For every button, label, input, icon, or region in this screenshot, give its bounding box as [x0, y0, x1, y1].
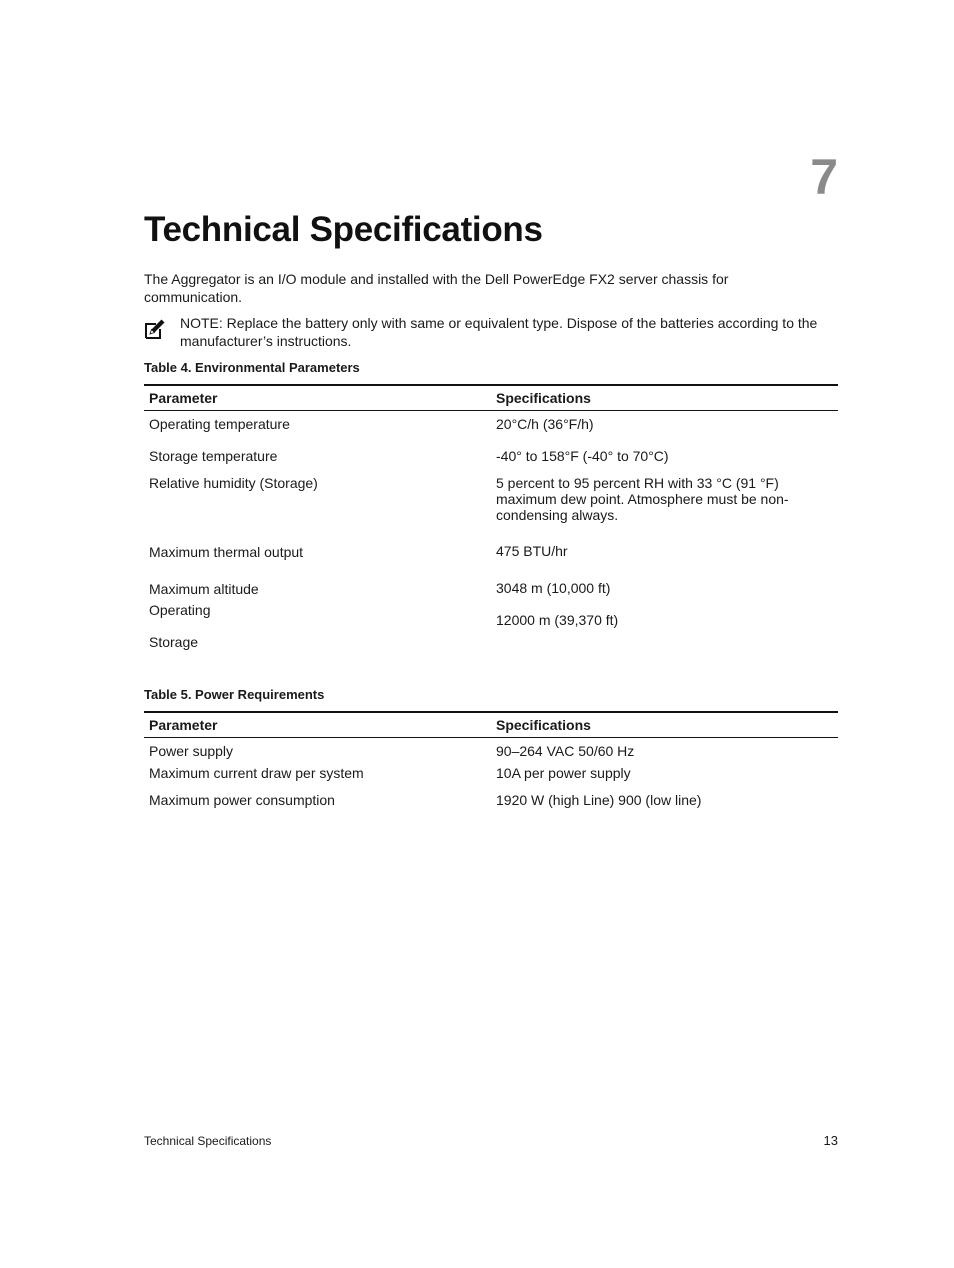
power-requirements-table: [144, 711, 838, 816]
param-line: Storage: [149, 634, 199, 650]
param-cell: Operating temperature: [149, 416, 290, 432]
table-row: [144, 765, 838, 792]
column-header-parameter: Parameter: [144, 385, 491, 411]
note-label: NOTE:: [180, 315, 223, 331]
spec-cell: 20°C/h (36°F/h): [496, 416, 594, 432]
table-row: [144, 448, 838, 475]
table5-caption: Table 5. Power Requirements: [144, 687, 325, 702]
table-header-row: [144, 385, 838, 411]
note-text: [180, 314, 840, 350]
page-number: 13: [823, 1133, 838, 1148]
table4-caption: Table 4. Environmental Parameters: [144, 360, 360, 375]
note-body: Replace the battery only with same or equivalent type. Dispose of the batteries according to the manufacturer’s instructions.: [180, 315, 818, 349]
page-title: Technical Specifications: [144, 210, 543, 249]
param-cell: Storage temperature: [149, 448, 278, 464]
table-row: [144, 792, 838, 816]
spec-line: 3048 m (10,000 ft): [496, 580, 611, 596]
environmental-parameters-table: [144, 384, 838, 650]
spec-cell: -40° to 158°F (-40° to 70°C): [496, 448, 669, 464]
param-cell: Maximum thermal output: [149, 544, 304, 560]
param-cell: Maximum power consumption: [149, 792, 335, 808]
spec-cell: 1920 W (high Line) 900 (low line): [496, 792, 702, 808]
table-row: [144, 475, 838, 543]
column-header-specifications: Specifications: [491, 712, 838, 738]
spec-cell: 5 percent to 95 percent RH with 33 °C (91 °F) maximum dew point. Atmosphere must be non-condensing always.: [496, 475, 789, 523]
note-pencil-icon: [144, 318, 166, 340]
column-header-parameter: Parameter: [144, 712, 491, 738]
spec-cell: 475 BTU/hr: [496, 543, 568, 559]
footer-title: Technical Specifications: [144, 1134, 272, 1148]
spec-cell: 90–264 VAC 50/60 Hz: [496, 743, 635, 759]
chapter-number: 7: [810, 149, 838, 205]
table-row: [144, 738, 838, 766]
table-row: [144, 580, 838, 650]
param-cell: Power supply: [149, 743, 234, 759]
spec-line: 12000 m (39,370 ft): [496, 612, 619, 628]
table-row: [144, 543, 838, 580]
param-line: Operating: [149, 602, 211, 618]
param-cell: Relative humidity (Storage): [149, 475, 318, 491]
table-header-row: [144, 712, 838, 738]
column-header-specifications: Specifications: [491, 385, 838, 411]
param-cell: Maximum current draw per system: [149, 765, 364, 781]
table-row: [144, 411, 838, 449]
param-line: Maximum altitude: [149, 581, 259, 597]
spec-cell: [491, 580, 838, 650]
spec-cell: 10A per power supply: [496, 765, 631, 781]
param-cell: [144, 580, 491, 650]
intro-paragraph: The Aggregator is an I/O module and installed with the Dell PowerEdge FX2 server chassis for communication.: [144, 271, 729, 305]
